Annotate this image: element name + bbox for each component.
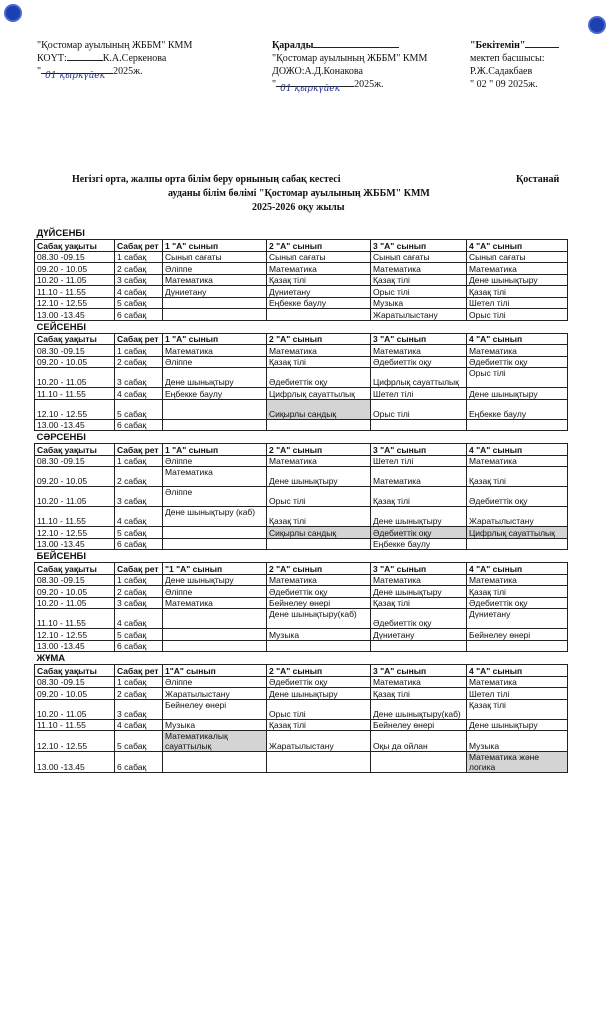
- column-header: Сабақ рет: [115, 240, 163, 252]
- table-row: [35, 586, 568, 598]
- timetable: [34, 227, 568, 773]
- lesson-subject: Математика: [467, 345, 568, 357]
- table-row: [35, 309, 568, 321]
- left-org: "Қостомар ауылының ЖББМ" КММ: [37, 40, 193, 51]
- lesson-subject: Сынып сағаты: [371, 251, 467, 263]
- pin-icon: [590, 18, 604, 32]
- lesson-subject: Бейнелеу өнері: [467, 629, 568, 641]
- lesson-subject: Әліппе: [163, 487, 267, 507]
- column-header: 2 "А" сынып: [267, 563, 371, 575]
- lesson-time: 13.00 -13.45: [35, 538, 115, 550]
- lesson-subject: [267, 752, 371, 773]
- lesson-subject: Орыс тілі: [467, 309, 568, 321]
- table-row: [35, 699, 568, 719]
- lesson-time: 08.30 -09.15: [35, 676, 115, 688]
- table-row: [35, 345, 568, 357]
- lesson-time: 13.00 -13.45: [35, 419, 115, 431]
- lesson-subject: Жаратылыстану: [467, 507, 568, 527]
- lesson-time: 09.20 - 10.05: [35, 263, 115, 275]
- lesson-subject: Қазақ тілі: [371, 274, 467, 286]
- lesson-number: 1 сабақ: [115, 676, 163, 688]
- lesson-number: 2 сабақ: [115, 467, 163, 487]
- day-name: ДҮЙСЕНБІ: [35, 227, 568, 240]
- lesson-number: 2 сабақ: [115, 586, 163, 598]
- lesson-subject: Жаратылыстану: [371, 309, 467, 321]
- table-row: [35, 455, 568, 467]
- lesson-time: 10.20 - 11.05: [35, 368, 115, 388]
- lesson-subject: [267, 309, 371, 321]
- signature-icon: [313, 47, 399, 48]
- lesson-subject: [467, 640, 568, 652]
- lesson-subject: Қазақ тілі: [467, 586, 568, 598]
- lesson-subject: Қазақ тілі: [267, 274, 371, 286]
- lesson-subject: [467, 419, 568, 431]
- lesson-subject: Қазақ тілі: [371, 597, 467, 609]
- lesson-subject: Бейнелеу өнері: [267, 597, 371, 609]
- lesson-subject: Математика: [267, 455, 371, 467]
- lesson-time: 08.30 -09.15: [35, 251, 115, 263]
- lesson-subject: Дене шынықтыру (каб): [163, 507, 267, 527]
- table-row: [35, 487, 568, 507]
- column-header: 3 "А" сынып: [371, 444, 467, 456]
- lesson-subject: Әліппе: [163, 455, 267, 467]
- table-row: [35, 419, 568, 431]
- lesson-subject: Дене шынықтыру: [467, 274, 568, 286]
- approval-left: "Қостомар ауылының ЖББМ" КММ КОҮТ: К.А.Серкенова " 01 қыркүйек 2025ж.: [37, 40, 193, 81]
- approval-right: [470, 39, 559, 91]
- column-header: Сабақ уақыты: [35, 240, 115, 252]
- lesson-subject: Бейнелеу өнері: [163, 699, 267, 719]
- column-header: Сабақ уақыты: [35, 665, 115, 677]
- lesson-subject: Шетел тілі: [371, 388, 467, 400]
- lesson-number: 4 сабақ: [115, 388, 163, 400]
- table-row: [35, 399, 568, 419]
- table-row: [35, 688, 568, 700]
- lesson-subject: Орыс тілі: [371, 399, 467, 419]
- lesson-number: 3 сабақ: [115, 597, 163, 609]
- day-name: ЖҰМА: [35, 652, 568, 665]
- lesson-subject: Еңбекке баулу: [371, 538, 467, 550]
- lesson-subject: Әдебиеттік оқу: [467, 356, 568, 368]
- column-header: 4 "А" сынып: [467, 665, 568, 677]
- lesson-subject: [163, 309, 267, 321]
- lesson-time: 11.10 - 11.55: [35, 609, 115, 629]
- lesson-number: 5 сабақ: [115, 297, 163, 309]
- lesson-time: 11.10 - 11.55: [35, 388, 115, 400]
- lesson-number: 2 сабақ: [115, 263, 163, 275]
- lesson-time: 09.20 - 10.05: [35, 688, 115, 700]
- column-header: 1 "А" сынып: [163, 444, 267, 456]
- lesson-subject: Қазақ тілі: [467, 467, 568, 487]
- lesson-subject: Математика: [371, 467, 467, 487]
- lesson-time: 08.30 -09.15: [35, 574, 115, 586]
- lesson-subject: Әдебиеттік оқу: [467, 487, 568, 507]
- lesson-subject: [467, 538, 568, 550]
- right-title: "Бекітемін": [470, 40, 526, 51]
- column-header: 4 "А" сынып: [467, 333, 568, 345]
- lesson-subject: Сынып сағаты: [267, 251, 371, 263]
- lesson-subject: Дене шынықтыру: [163, 574, 267, 586]
- lesson-subject: Математика: [371, 263, 467, 275]
- signature-icon: [525, 47, 559, 48]
- table-row: [35, 640, 568, 652]
- lesson-time: 08.30 -09.15: [35, 455, 115, 467]
- lesson-subject: Музыка: [371, 297, 467, 309]
- lesson-subject: Дене шынықтыру: [371, 586, 467, 598]
- middle-org: "Қостомар ауылының ЖББМ" КММ: [272, 53, 428, 64]
- lesson-subject: Орыс тілі: [267, 487, 371, 507]
- table-row: [35, 527, 568, 539]
- lesson-subject: [163, 538, 267, 550]
- lesson-subject: [163, 419, 267, 431]
- lesson-number: 5 сабақ: [115, 731, 163, 752]
- column-header: 3 "А" сынып: [371, 240, 467, 252]
- lesson-subject: Математика: [467, 574, 568, 586]
- handwritten-date: 01 қыркүйек: [280, 84, 340, 94]
- right-role: мектеп басшысы:: [470, 53, 545, 64]
- column-header: Сабақ рет: [115, 333, 163, 345]
- lesson-subject: Сынып сағаты: [163, 251, 267, 263]
- lesson-subject: Еңбекке баулу: [467, 399, 568, 419]
- column-header: 3 "А" сынып: [371, 333, 467, 345]
- column-header: Сабақ рет: [115, 444, 163, 456]
- lesson-subject: Қазақ тілі: [267, 356, 371, 368]
- lesson-subject: Жаратылыстану: [267, 731, 371, 752]
- lesson-subject: Дүниетану: [163, 286, 267, 298]
- lesson-subject: Математика: [163, 597, 267, 609]
- middle-title: Қаралды: [272, 40, 314, 51]
- lesson-time: 10.20 - 11.05: [35, 699, 115, 719]
- lesson-number: 6 сабақ: [115, 309, 163, 321]
- lesson-time: 13.00 -13.45: [35, 309, 115, 321]
- lesson-subject: Әліппе: [163, 586, 267, 598]
- lesson-subject: Дене шынықтыру(каб): [267, 609, 371, 629]
- lesson-time: 12.10 - 12.55: [35, 399, 115, 419]
- lesson-subject: [163, 752, 267, 773]
- table-row: [35, 274, 568, 286]
- lesson-subject: Әдебиеттік оқу: [371, 527, 467, 539]
- lesson-subject: Математика: [163, 467, 267, 487]
- lesson-subject: Қазақ тілі: [467, 286, 568, 298]
- column-header: Сабақ рет: [115, 665, 163, 677]
- column-header: "1 "А" сынып: [163, 563, 267, 575]
- lesson-subject: Дүниетану: [467, 609, 568, 629]
- column-header: 3 "А" сынып: [371, 563, 467, 575]
- lesson-time: 12.10 - 12.55: [35, 297, 115, 309]
- lesson-subject: Дүниетану: [267, 286, 371, 298]
- lesson-time: 09.20 - 10.05: [35, 467, 115, 487]
- pin-icon: [6, 6, 20, 20]
- lesson-subject: [371, 419, 467, 431]
- lesson-number: 1 сабақ: [115, 345, 163, 357]
- lesson-subject: Дене шынықтыру: [163, 368, 267, 388]
- lesson-number: 4 сабақ: [115, 507, 163, 527]
- lesson-subject: Математика: [467, 676, 568, 688]
- lesson-subject: [163, 629, 267, 641]
- lesson-subject: Математика: [467, 455, 568, 467]
- lesson-subject: Дене шынықтыру(каб): [371, 699, 467, 719]
- doc-title: Негізгі орта, жалпы орта білім беру орнының сабақ кестесі: [72, 174, 341, 185]
- signature-icon: [67, 60, 103, 61]
- lesson-subject: Музыка: [267, 629, 371, 641]
- lesson-subject: Әдебиеттік оқу: [267, 586, 371, 598]
- lesson-subject: Математика: [371, 676, 467, 688]
- lesson-number: 3 сабақ: [115, 699, 163, 719]
- lesson-time: 10.20 - 11.05: [35, 597, 115, 609]
- column-header: 4 "А" сынып: [467, 563, 568, 575]
- table-row: [35, 388, 568, 400]
- lesson-subject: Сынып сағаты: [467, 251, 568, 263]
- lesson-subject: [163, 640, 267, 652]
- doc-subtitle: ауданы білім бөлімі "Қостомар ауылының ЖББМ" КММ: [168, 188, 430, 199]
- lesson-subject: [267, 419, 371, 431]
- lesson-time: 13.00 -13.45: [35, 752, 115, 773]
- lesson-subject: [371, 640, 467, 652]
- table-row: [35, 752, 568, 773]
- lesson-subject: Цифрлық сауаттылық: [371, 368, 467, 388]
- table-header-row: [35, 444, 568, 456]
- lesson-subject: Шетел тілі: [467, 297, 568, 309]
- lesson-number: 5 сабақ: [115, 399, 163, 419]
- lesson-number: 2 сабақ: [115, 688, 163, 700]
- lesson-subject: Дене шынықтыру: [467, 719, 568, 731]
- lesson-time: 12.10 - 12.55: [35, 629, 115, 641]
- lesson-time: 11.10 - 11.55: [35, 719, 115, 731]
- lesson-subject: Әліппе: [163, 356, 267, 368]
- column-header: Сабақ рет: [115, 563, 163, 575]
- lesson-subject: Математика: [267, 574, 371, 586]
- day-heading: [35, 550, 568, 563]
- lesson-subject: Дене шынықтыру: [267, 688, 371, 700]
- table-header-row: [35, 240, 568, 252]
- lesson-subject: Орыс тілі: [467, 368, 568, 388]
- lesson-number: 5 сабақ: [115, 629, 163, 641]
- table-row: [35, 731, 568, 752]
- lesson-subject: Математика және логика: [467, 752, 568, 773]
- day-name: БЕЙСЕНБІ: [35, 550, 568, 563]
- table-row: [35, 368, 568, 388]
- table-row: [35, 467, 568, 487]
- middle-role: ДОЖО:А.Д.Конакова: [272, 66, 363, 77]
- column-header: 2 "А" сынып: [267, 333, 371, 345]
- lesson-time: 10.20 - 11.05: [35, 274, 115, 286]
- approval-middle: Қаралды "Қостомар ауылының ЖББМ" КММ ДОЖО:А.Д.Конакова " 01 қыркүйек 2025ж.: [272, 40, 428, 94]
- lesson-subject: [371, 752, 467, 773]
- lesson-subject: Оқы да ойлан: [371, 731, 467, 752]
- lesson-subject: Сиқырлы сандық: [267, 527, 371, 539]
- lesson-subject: [267, 640, 371, 652]
- column-header: Сабақ уақыты: [35, 563, 115, 575]
- doc-year: 2025-2026 оқу жылы: [252, 202, 345, 213]
- table-row: [35, 251, 568, 263]
- column-header: 3 "А" сынып: [371, 665, 467, 677]
- lesson-number: 1 сабақ: [115, 574, 163, 586]
- lesson-subject: [267, 538, 371, 550]
- lesson-subject: Математика: [267, 263, 371, 275]
- day-heading: [35, 227, 568, 240]
- lesson-subject: Дене шынықтыру: [267, 467, 371, 487]
- lesson-subject: Математика: [163, 274, 267, 286]
- lesson-subject: Орыс тілі: [267, 699, 371, 719]
- left-role: КОҮТ:: [37, 53, 67, 64]
- lesson-time: 12.10 - 12.55: [35, 731, 115, 752]
- lesson-subject: Қазақ тілі: [267, 719, 371, 731]
- day-heading: [35, 652, 568, 665]
- doc-title-right: Қостанай: [516, 174, 560, 185]
- lesson-number: 6 сабақ: [115, 419, 163, 431]
- lesson-subject: Музыка: [467, 731, 568, 752]
- lesson-time: 12.10 - 12.55: [35, 527, 115, 539]
- lesson-subject: Әдебиеттік оқу: [371, 356, 467, 368]
- lesson-subject: [163, 297, 267, 309]
- lesson-subject: Жаратылыстану: [163, 688, 267, 700]
- table-row: [35, 263, 568, 275]
- lesson-subject: Қазақ тілі: [371, 688, 467, 700]
- lesson-subject: Математика: [163, 345, 267, 357]
- lesson-subject: Математика: [371, 574, 467, 586]
- lesson-number: 1 сабақ: [115, 251, 163, 263]
- lesson-number: 3 сабақ: [115, 487, 163, 507]
- lesson-subject: Математика: [467, 263, 568, 275]
- lesson-subject: Дене шынықтыру: [467, 388, 568, 400]
- lesson-subject: Қазақ тілі: [467, 699, 568, 719]
- lesson-subject: [163, 527, 267, 539]
- day-heading: [35, 431, 568, 444]
- table-header-row: [35, 563, 568, 575]
- lesson-subject: Музыка: [163, 719, 267, 731]
- column-header: 1"А" сынып: [163, 665, 267, 677]
- lesson-subject: Математикалық сауаттылық: [163, 731, 267, 752]
- lesson-subject: Әдебиеттік оқу: [371, 609, 467, 629]
- day-heading: [35, 320, 568, 333]
- lesson-subject: Шетел тілі: [467, 688, 568, 700]
- lesson-subject: Сиқырлы сандық: [267, 399, 371, 419]
- lesson-number: 4 сабақ: [115, 609, 163, 629]
- column-header: Сабақ уақыты: [35, 333, 115, 345]
- table-row: [35, 719, 568, 731]
- lesson-time: 10.20 - 11.05: [35, 487, 115, 507]
- lesson-subject: Әліппе: [163, 263, 267, 275]
- lesson-subject: Математика: [267, 345, 371, 357]
- lesson-subject: Бейнелеу өнері: [371, 719, 467, 731]
- right-name: Р.Ж.Садакбаев: [470, 66, 533, 77]
- table-row: [35, 676, 568, 688]
- lesson-number: 3 сабақ: [115, 274, 163, 286]
- day-name: СӘРСЕНБІ: [35, 431, 568, 444]
- handwritten-date: 01 қыркүйек: [45, 71, 105, 81]
- lesson-subject: Дене шынықтыру: [371, 507, 467, 527]
- table-row: [35, 297, 568, 309]
- lesson-number: 4 сабақ: [115, 286, 163, 298]
- table-header-row: [35, 333, 568, 345]
- table-row: [35, 574, 568, 586]
- lesson-number: 5 сабақ: [115, 527, 163, 539]
- lesson-subject: Шетел тілі: [371, 455, 467, 467]
- lesson-time: 09.20 - 10.05: [35, 586, 115, 598]
- right-date: " 02 " 09 2025ж.: [470, 79, 538, 90]
- lesson-subject: Цифрлық сауаттылық: [267, 388, 371, 400]
- column-header: 4 "А" сынып: [467, 444, 568, 456]
- lesson-number: 6 сабақ: [115, 538, 163, 550]
- lesson-subject: Цифрлық сауаттылық: [467, 527, 568, 539]
- lesson-number: 2 сабақ: [115, 356, 163, 368]
- lesson-subject: Әдебиеттік оқу: [267, 676, 371, 688]
- column-header: 1 "А" сынып: [163, 333, 267, 345]
- table-row: [35, 629, 568, 641]
- table-row: [35, 507, 568, 527]
- column-header: 4 "А" сынып: [467, 240, 568, 252]
- lesson-subject: Қазақ тілі: [267, 507, 371, 527]
- lesson-subject: Математика: [371, 345, 467, 357]
- lesson-subject: Еңбекке баулу: [163, 388, 267, 400]
- lesson-number: 1 сабақ: [115, 455, 163, 467]
- table-row: [35, 286, 568, 298]
- lesson-subject: Әдебиеттік оқу: [467, 597, 568, 609]
- lesson-time: 13.00 -13.45: [35, 640, 115, 652]
- lesson-number: 6 сабақ: [115, 640, 163, 652]
- left-name: К.А.Серкенова: [102, 53, 167, 64]
- lesson-time: 09.20 - 10.05: [35, 356, 115, 368]
- table-row: [35, 538, 568, 550]
- lesson-subject: Әліппе: [163, 676, 267, 688]
- lesson-number: 3 сабақ: [115, 368, 163, 388]
- lesson-subject: Дүниетану: [371, 629, 467, 641]
- lesson-subject: Қазақ тілі: [371, 487, 467, 507]
- lesson-subject: Әдебиеттік оқу: [267, 368, 371, 388]
- table-row: [35, 597, 568, 609]
- lesson-subject: [163, 399, 267, 419]
- table-row: [35, 609, 568, 629]
- lesson-subject: Еңбекке баулу: [267, 297, 371, 309]
- lesson-time: 08.30 -09.15: [35, 345, 115, 357]
- column-header: 2 "А" сынып: [267, 665, 371, 677]
- lesson-subject: [163, 609, 267, 629]
- lesson-subject: Орыс тілі: [371, 286, 467, 298]
- column-header: Сабақ уақыты: [35, 444, 115, 456]
- column-header: 1 "А" сынып: [163, 240, 267, 252]
- lesson-time: 11.10 - 11.55: [35, 507, 115, 527]
- table-row: [35, 356, 568, 368]
- lesson-number: 4 сабақ: [115, 719, 163, 731]
- lesson-time: 11.10 - 11.55: [35, 286, 115, 298]
- day-name: СЕЙСЕНБІ: [35, 320, 568, 333]
- table-header-row: [35, 665, 568, 677]
- column-header: 2 "А" сынып: [267, 444, 371, 456]
- column-header: 2 "А" сынып: [267, 240, 371, 252]
- lesson-number: 6 сабақ: [115, 752, 163, 773]
